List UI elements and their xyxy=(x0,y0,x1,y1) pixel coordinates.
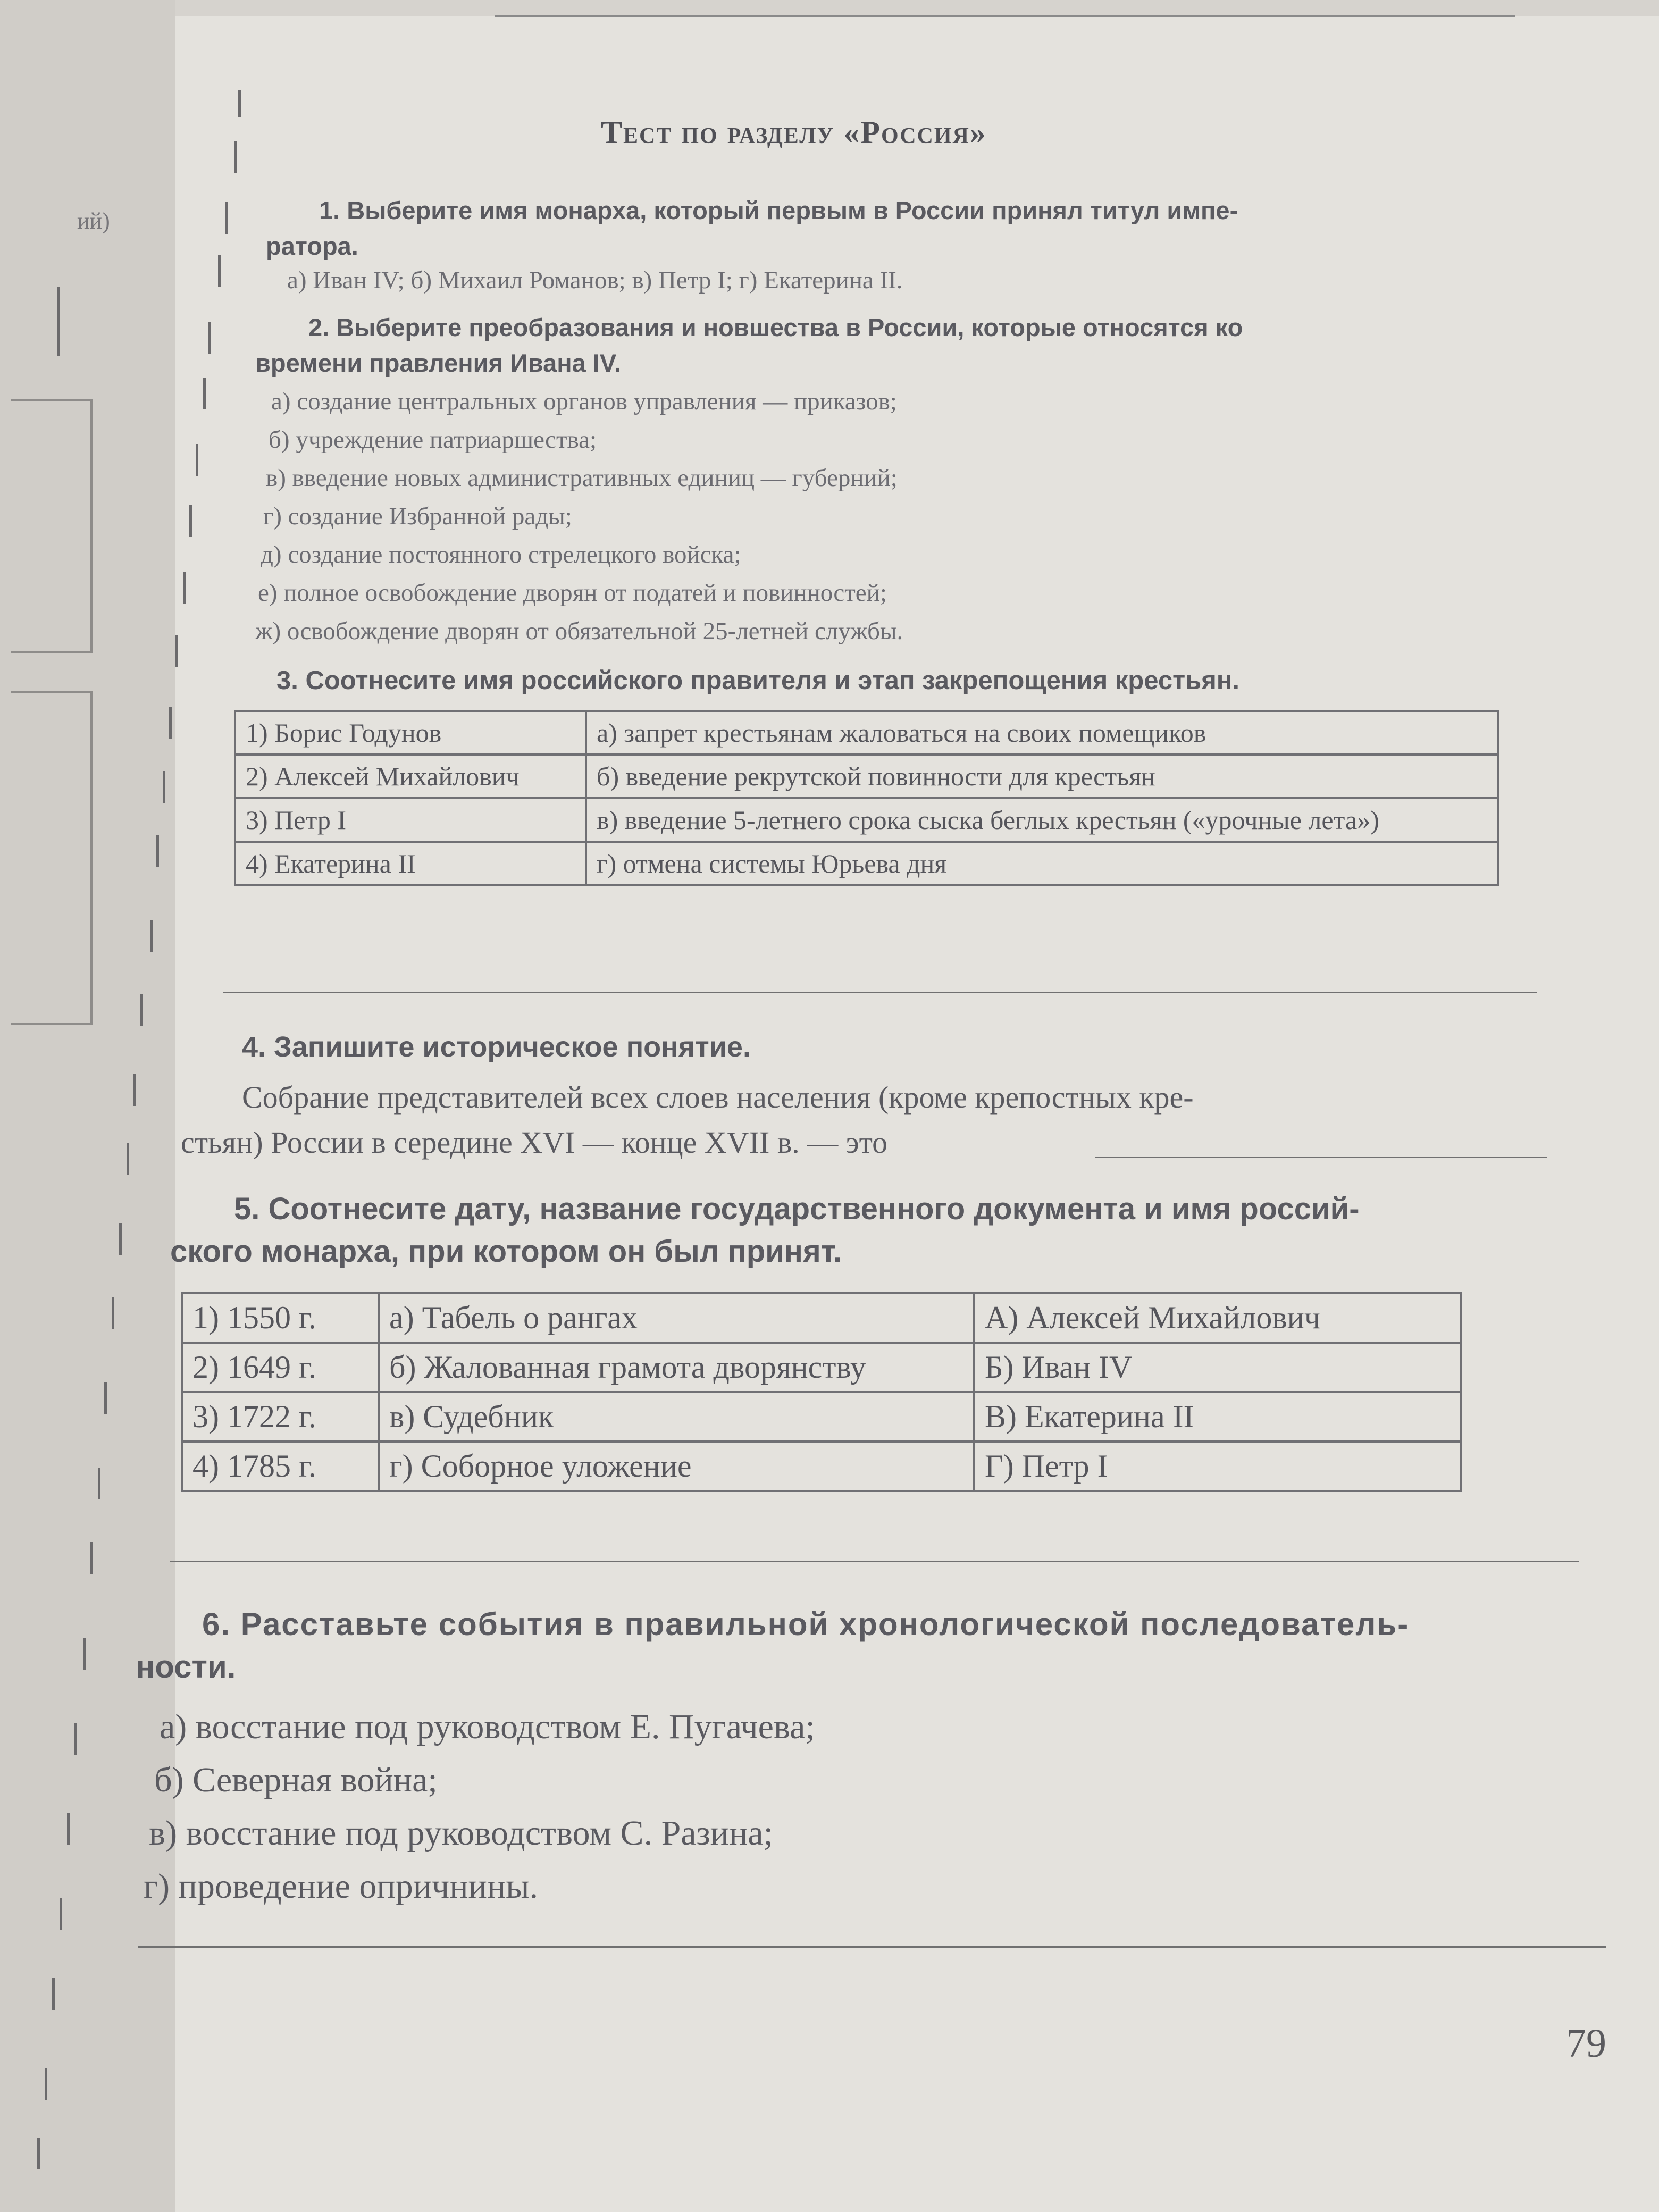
gutter-mark xyxy=(90,1542,93,1574)
question-6-option: в) восстание под руководством С. Разина; xyxy=(149,1814,773,1853)
answer-line xyxy=(223,992,1537,993)
table-row xyxy=(235,755,1498,798)
question-1-text: 1. Выберите имя монарха, который первым в России принял титул импе- xyxy=(319,196,1238,224)
table-cell: А) Алексей Михайлович xyxy=(974,1293,1461,1343)
question-6-text-cont: ности. xyxy=(136,1649,236,1685)
gutter-mark xyxy=(60,1898,62,1930)
gutter-mark xyxy=(196,444,198,476)
table-cell: В) Екатерина II xyxy=(974,1392,1461,1442)
gutter-mark xyxy=(83,1638,86,1670)
gutter-mark xyxy=(163,771,165,803)
gutter-mark xyxy=(156,835,159,867)
table-cell: 1) Борис Годунов xyxy=(235,711,586,755)
question-2-option: д) создание постоянного стрелецкого войска; xyxy=(261,541,741,568)
question-5-table xyxy=(181,1292,1462,1492)
page-title: Тест по разделу «Россия» xyxy=(601,115,987,150)
page-number: 79 xyxy=(1566,2021,1606,2066)
gutter-mark xyxy=(225,202,228,234)
table-row xyxy=(235,798,1498,842)
question-3-table xyxy=(234,710,1499,886)
gutter-mark xyxy=(150,920,153,952)
table-cell: 2) Алексей Михайлович xyxy=(235,755,586,798)
table-row xyxy=(182,1293,1461,1343)
answer-line xyxy=(170,1561,1579,1562)
table-cell: 1) 1550 г. xyxy=(182,1293,379,1343)
table-cell: б) введение рекрутской повинности для крестьян xyxy=(586,755,1498,798)
gutter-mark xyxy=(189,505,192,537)
question-1-options: а) Иван IV; б) Михаил Романов; в) Петр I; г) Екатерина II. xyxy=(287,266,903,294)
table-cell: Г) Петр I xyxy=(974,1442,1461,1491)
gutter-mark xyxy=(74,1723,77,1755)
question-5-text-cont: ского монарха, при котором он был принят. xyxy=(170,1234,842,1269)
question-2-option: б) учреждение патриаршества; xyxy=(269,426,597,454)
question-4-body-cont: стьян) России в середине XVI — конце XVII в. — это xyxy=(181,1125,888,1160)
table-cell: а) Табель о рангах xyxy=(379,1293,974,1343)
question-2-option: ж) освобождение дворян от обязательной 25-летней службы. xyxy=(255,617,903,645)
table-row xyxy=(182,1343,1461,1392)
table-cell: б) Жалованная грамота дворянству xyxy=(379,1343,974,1392)
question-6-option: а) восстание под руководством Е. Пугачева; xyxy=(160,1707,815,1746)
gutter-mark xyxy=(104,1382,107,1414)
table-cell: 4) 1785 г. xyxy=(182,1442,379,1491)
answer-line xyxy=(1095,1157,1547,1158)
gutter-mark xyxy=(127,1143,129,1175)
table-cell: 4) Екатерина II xyxy=(235,842,586,885)
gutter-mark xyxy=(112,1297,114,1329)
gutter-mark xyxy=(37,2138,40,2169)
table-cell: Б) Иван IV xyxy=(974,1343,1461,1392)
question-5-text: 5. Соотнесите дату, название государственного документа и имя россий- xyxy=(234,1192,1360,1226)
table-cell: г) Соборное уложение xyxy=(379,1442,974,1491)
question-4-text: 4. Запишите историческое понятие. xyxy=(242,1031,751,1063)
question-6-option: б) Северная война; xyxy=(154,1761,438,1799)
question-4-body: Собрание представителей всех слоев населения (кроме крепостных кре- xyxy=(242,1080,1194,1115)
table-cell: 3) 1722 г. xyxy=(182,1392,379,1442)
gutter-mark xyxy=(183,572,186,604)
answer-line xyxy=(138,1946,1606,1948)
question-2-option: а) создание центральных органов управления — приказов; xyxy=(271,388,897,415)
question-2-text-cont: времени правления Ивана IV. xyxy=(255,349,621,377)
question-2-option: е) полное освобождение дворян от податей и повинностей; xyxy=(258,579,887,607)
table-cell: в) введение 5-летнего срока сыска беглых крестьян («урочные лета») xyxy=(586,798,1498,842)
table-cell: а) запрет крестьянам жаловаться на своих помещиков xyxy=(586,711,1498,755)
gutter-mark xyxy=(234,141,237,173)
question-3-text: 3. Соотнесите имя российского правителя и этап закрепощения крестьян. xyxy=(276,666,1240,695)
gutter-mark xyxy=(52,1978,55,2010)
gutter-mark xyxy=(238,90,241,117)
table-row xyxy=(182,1442,1461,1491)
gutter-mark xyxy=(169,707,172,739)
gutter-mark xyxy=(208,322,211,354)
gutter-mark xyxy=(119,1223,122,1255)
question-1-text-cont: ратора. xyxy=(266,232,358,260)
gutter-mark xyxy=(133,1074,136,1106)
table-row xyxy=(182,1392,1461,1442)
gutter-mark xyxy=(45,2068,47,2100)
left-page-text: ий) xyxy=(77,208,110,234)
question-2-option: г) создание Избранной рады; xyxy=(263,502,572,530)
table-cell: 2) 1649 г. xyxy=(182,1343,379,1392)
table-cell: г) отмена системы Юрьева дня xyxy=(586,842,1498,885)
gutter-mark xyxy=(67,1813,70,1845)
table-row xyxy=(235,842,1498,885)
gutter-mark xyxy=(98,1468,100,1499)
table-cell: в) Судебник xyxy=(379,1392,974,1442)
table-row xyxy=(235,711,1498,755)
question-6-option: г) проведение опричнины. xyxy=(144,1867,539,1906)
question-2-option: в) введение новых административных единиц — губерний; xyxy=(266,464,898,492)
gutter-mark xyxy=(218,255,221,287)
question-6-text: 6. Расставьте события в правильной хронологической последователь- xyxy=(202,1606,1410,1642)
gutter-mark xyxy=(175,635,178,667)
gutter-mark xyxy=(140,994,143,1026)
question-2-text: 2. Выберите преобразования и новшества в России, которые относятся ко xyxy=(308,313,1243,341)
gutter-mark xyxy=(203,378,206,409)
table-cell: 3) Петр I xyxy=(235,798,586,842)
